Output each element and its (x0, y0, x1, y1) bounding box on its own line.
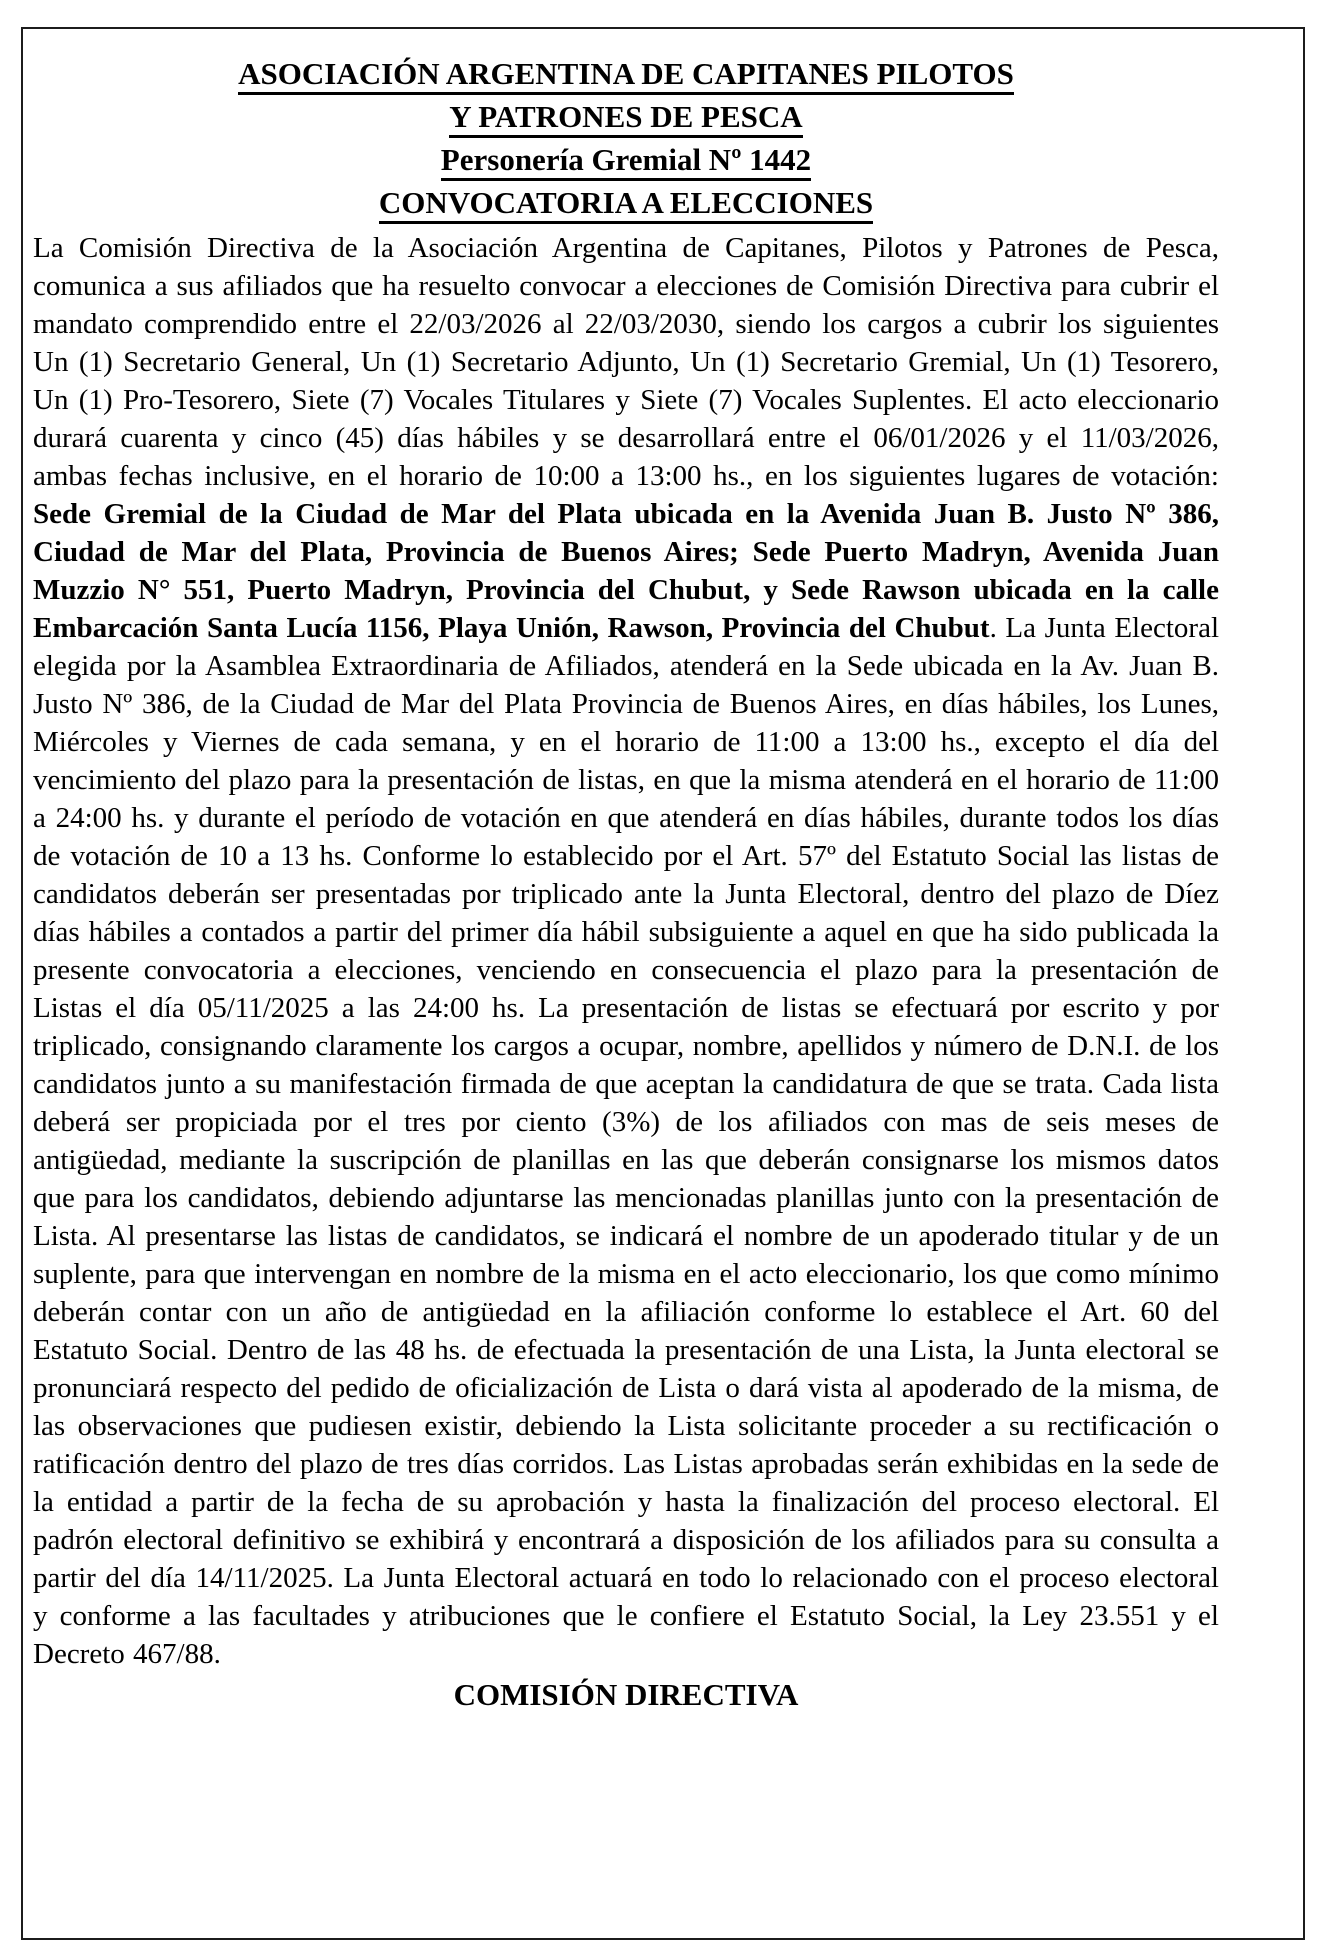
org-name-line-2-text: Y PATRONES DE PESCA (449, 99, 802, 138)
document-page (21, 27, 1305, 1940)
announcement-rest: . La Junta Electoral elegida por la Asamblea Extraordinaria de Afiliados, atenderá en la Sede ubicada en la Av. Juan B. Justo Nº 386, de la Ciudad de Mar del Plata Provincia de Buenos Aires, en días hábiles, los Lunes, Miércoles y Viernes de cada semana, y en el horario de 11:00 a 13:00 hs., excepto el día del vencimiento del plazo para la presentación de listas, en que la misma atenderá en el horario de 11:00 a 24:00 hs. y durante el período de votación en que atenderá en días hábiles, durante todos los días de votación de 10 a 13 hs. Conforme lo establecido por el Art. 57º del Estatuto Social las listas de candidatos deberán ser presentadas por triplicado ante la Junta Electoral, dentro del plazo de Díez días hábiles a contados a partir del primer día hábil subsiguiente a aquel en que ha sido publicada la presente convocatoria a elecciones, venciendo en consecuencia el plazo para la presentación de Listas el día 05/11/2025 a las 24:00 hs. La presentación de listas se efectuará por escrito y por triplicado, consignando claramente los cargos a ocupar, nombre, apellidos y número de D.N.I. de los candidatos junto a su manifestación firmada de que aceptan la candidatura de que se trata. Cada lista deberá ser propiciada por el tres por ciento (3%) de los afiliados con mas de seis meses de antigüedad, mediante la suscripción de planillas en las que deberán consignarse los mismos datos que para los candidatos, debiendo adjuntarse las mencionadas planillas junto con la presentación de Lista. Al presentarse las listas de candidatos, se indicará el nombre de un apoderado titular y de un suplente, para que intervengan en nombre de la misma en el acto eleccionario, los que como mínimo deberán contar con un año de antigüedad en la afiliación conforme lo establece el Art. 60 del Estatuto Social. Dentro de las 48 hs. de efectuada la presentación de una Lista, la Junta electoral se pronunciará respecto del pedido de oficialización de Lista o dará vista al apoderado de la misma, de las observaciones que pudiesen existir, debiendo la Lista solicitante proceder a su rectificación o ratificación dentro del plazo de tres días corridos. Las Listas aprobadas serán exhibidas en la sede de la entidad a partir de la fecha de su aprobación y hasta la finalización del proceso electoral. El padrón electoral definitivo se exhibirá y encontrará a disposición de los afiliados para su consulta a partir del día 14/11/2025. La Junta Electoral actuará en todo lo relacionado con el proceso electoral y conforme a las facultades y atribuciones que le confiere el Estatuto Social, la Ley 23.551 y el Decreto 467/88. (33, 612, 1220, 1670)
org-name-line-1 (33, 53, 1219, 94)
document-title (33, 182, 1219, 223)
union-registration-text: Personería Gremial Nº 1442 (441, 142, 811, 181)
union-registration-line (33, 139, 1219, 180)
document-title-text: CONVOCATORIA A ELECCIONES (379, 185, 873, 224)
signature-line (33, 1675, 1219, 1715)
announcement-paragraph (33, 229, 1219, 1673)
announcement-intro: La Comisión Directiva de la Asociación Argentina de Capitanes, Pilotos y Patrones de Pesca, comunica a sus afiliados que ha resuelto convocar a elecciones de Comisión Directiva para cubrir el mandato comprendido entre el 22/03/2026 al 22/03/2030, siendo los cargos a cubrir los siguientes Un (1) Secretario General, Un (1) Secretario Adjunto, Un (1) Secretario Gremial, Un (1) Tesorero, Un (1) Pro-Tesorero, Siete (7) Vocales Titulares y Siete (7) Vocales Suplentes. El acto eleccionario durará cuarenta y cinco (45) días hábiles y se desarrollará entre el 06/01/2026 y el 11/03/2026, ambas fechas inclusive, en el horario de 10:00 a 13:00 hs., en los siguientes lugares de votación: (33, 232, 1219, 492)
document-header (33, 53, 1219, 223)
voting-locations-bold: Sede Gremial de la Ciudad de Mar del Plata ubicada en la Avenida Juan B. Justo Nº 386, Ciudad de Mar del Plata, Provincia de Buenos Aires; Sede Puerto Madryn, Avenida Juan Muzzio N° 551, Puerto Madryn, Provincia del Chubut, y Sede Rawson ubicada en la calle Embarcación Santa Lucía 1156, Playa Unión, Rawson, Provincia del Chubut (33, 498, 1219, 644)
org-name-line-1-text: ASOCIACIÓN ARGENTINA DE CAPITANES PILOTOS (238, 56, 1014, 95)
org-name-line-2 (33, 96, 1219, 137)
signature-text: COMISIÓN DIRECTIVA (453, 1677, 799, 1712)
